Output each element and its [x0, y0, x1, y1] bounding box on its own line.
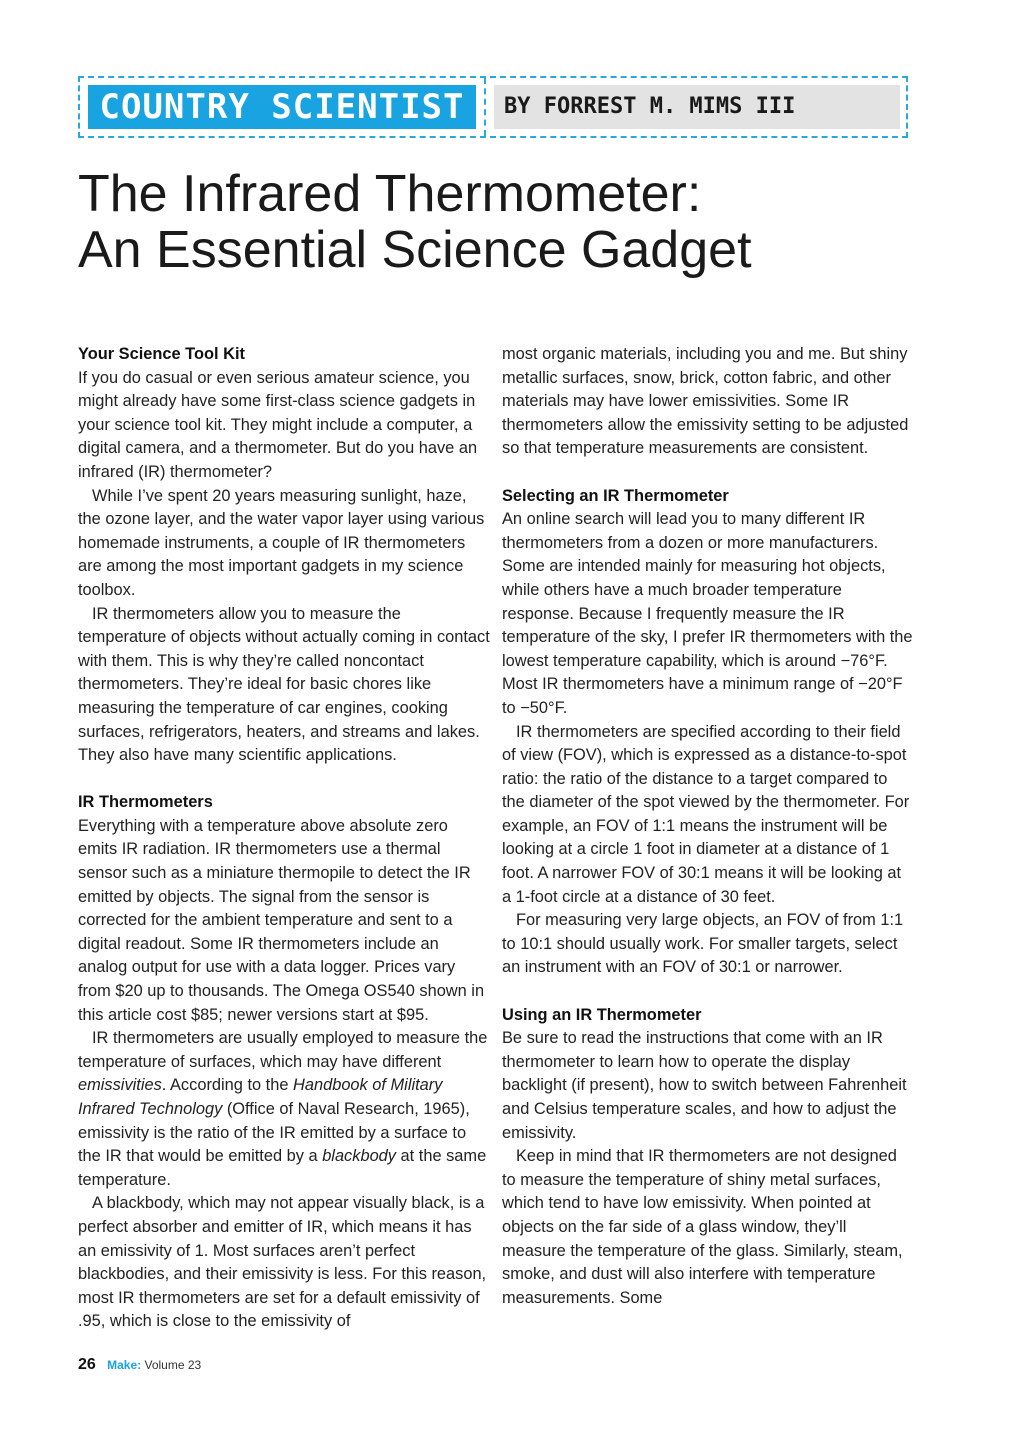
- paragraph: IR thermometers allow you to measure the temperature of objects without actually coming in contact with them. This is why they’re called noncontact thermometers. They’re ideal for basic chores like measuring the temperature of car engines, cooking surfaces, refrigerators, heaters, and streams and lakes. They also have many scientific applications.: [78, 604, 490, 765]
- section-gap: [502, 980, 914, 1004]
- banner-divider: [484, 78, 486, 136]
- volume-label: Volume 23: [144, 1358, 202, 1372]
- paragraph: Keep in mind that IR thermometers are not designed to measure the temperature of shiny metal surfaces, which tend to have low emissivity. When pointed at objects on the far side of a glass window, they’ll measure the temperature of the glass. Similarly, steam, smoke, and dust will also interfere with temperature measurements. Some: [502, 1147, 903, 1307]
- section-gap: [78, 768, 490, 792]
- page-footer: [78, 1356, 201, 1374]
- text-run: at the same temperature.: [78, 1147, 487, 1189]
- section-gap: [502, 461, 914, 485]
- emphasis: blackbody: [322, 1147, 396, 1166]
- title-line-1: The Infrared Thermometer:: [78, 165, 702, 223]
- paragraph: If you do casual or even serious amateur science, you might already have some first-class science gadgets in your science tool kit. They might include a computer, a digital camera, and a thermometer. But do you have an infrared (IR) thermometer?: [78, 368, 478, 481]
- section-heading-tool-kit: Your Science Tool Kit: [78, 345, 245, 363]
- paragraph: While I’ve spent 20 years measuring sunlight, haze, the ozone layer, and the water vapor layer using various homemade instruments, a couple of IR thermometers are among the most important gadgets in my science toolbox.: [78, 486, 485, 599]
- emphasis: Handbook of Military Infrared Technology: [78, 1076, 443, 1118]
- page-number: 26: [78, 1356, 96, 1373]
- text-run: . According to the: [161, 1076, 294, 1095]
- title-line-2: An Essential Science Gadget: [78, 221, 752, 279]
- column-name: COUNTRY SCIENTIST: [88, 85, 476, 129]
- paragraph: most organic materials, including you and me. But shiny metallic surfaces, snow, brick, cotton fabric, and other materials may have lower emissivities. Some IR thermometers allow the emissivity setting to be adjusted so that temperature measurements are consistent.: [502, 345, 909, 458]
- paragraph: IR thermometers are specified according to their field of view (FOV), which is expressed as a distance-to-spot ratio: the ratio of the distance to a target compared to the diameter of the spot viewed by the thermometer. For example, an FOV of 1:1 means the instrument will be looking at a circle 1 foot in diameter at a distance of 1 foot. A narrower FOV of 30:1 means it will be looking at a 1-foot circle at a distance of 30 feet.: [502, 722, 910, 906]
- section-heading-selecting: Selecting an IR Thermometer: [502, 486, 729, 505]
- paragraph: A blackbody, which may not appear visually black, is a perfect absorber and emitter of IR, which means it has an emissivity of 1. Most surfaces aren’t perfect blackbodies, and their emissivity is less. For this reason, most IR thermometers are set for a default emissivity of .95, which is close to the emissivity of: [78, 1194, 487, 1331]
- paragraph: For measuring very large objects, an FOV of from 1:1 to 10:1 should usually work. For smaller targets, select an instrument with an FOV of 30:1 or narrower.: [502, 911, 904, 977]
- right-column: [502, 343, 914, 1310]
- paragraph: [78, 1027, 490, 1192]
- article-title: [78, 166, 958, 278]
- section-heading-using: Using an IR Thermometer: [502, 1005, 702, 1024]
- paragraph: Be sure to read the instructions that come with an IR thermometer to learn how to operate the display backlight (if present), how to switch between Fahrenheit and Celsius temperature scales, and how to adjust the emissivity.: [502, 1029, 907, 1142]
- section-heading-ir-thermometers: IR Thermometers: [78, 793, 213, 812]
- text-run: (Office of Naval Research, 1965), emissivity is the ratio of the IR emitted by a surface to the IR that would be emitted by a: [78, 1100, 470, 1166]
- paragraph: An online search will lead you to many different IR thermometers from a dozen or more manufacturers. Some are intended mainly for measuring hot objects, while others have a much broader temperature response. Because I frequently measure the IR temperature of the sky, I prefer IR thermometers with the lowest temperature capability, which is around −76°F. Most IR thermometers have a minimum range of −20°F to −50°F.: [502, 510, 913, 717]
- paragraph: Everything with a temperature above absolute zero emits IR radiation. IR thermometers use a thermal sensor such as a miniature thermopile to detect the IR emitted by objects. The signal from the sensor is corrected for the ambient temperature and sent to a digital readout. Some IR thermometers include an analog output for use with a data logger. Prices vary from $20 up to thousands. The Omega OS540 shown in this article cost $85; newer versions start at $95.: [78, 816, 485, 1024]
- column-banner: [78, 76, 908, 138]
- byline: BY FORREST M. MIMS III: [494, 85, 900, 129]
- magazine-name: Make:: [107, 1358, 142, 1372]
- left-column: [78, 343, 490, 1334]
- text-run: IR thermometers are usually employed to measure the temperature of surfaces, which may have different: [78, 1029, 488, 1071]
- emphasis: emissivities: [78, 1076, 162, 1095]
